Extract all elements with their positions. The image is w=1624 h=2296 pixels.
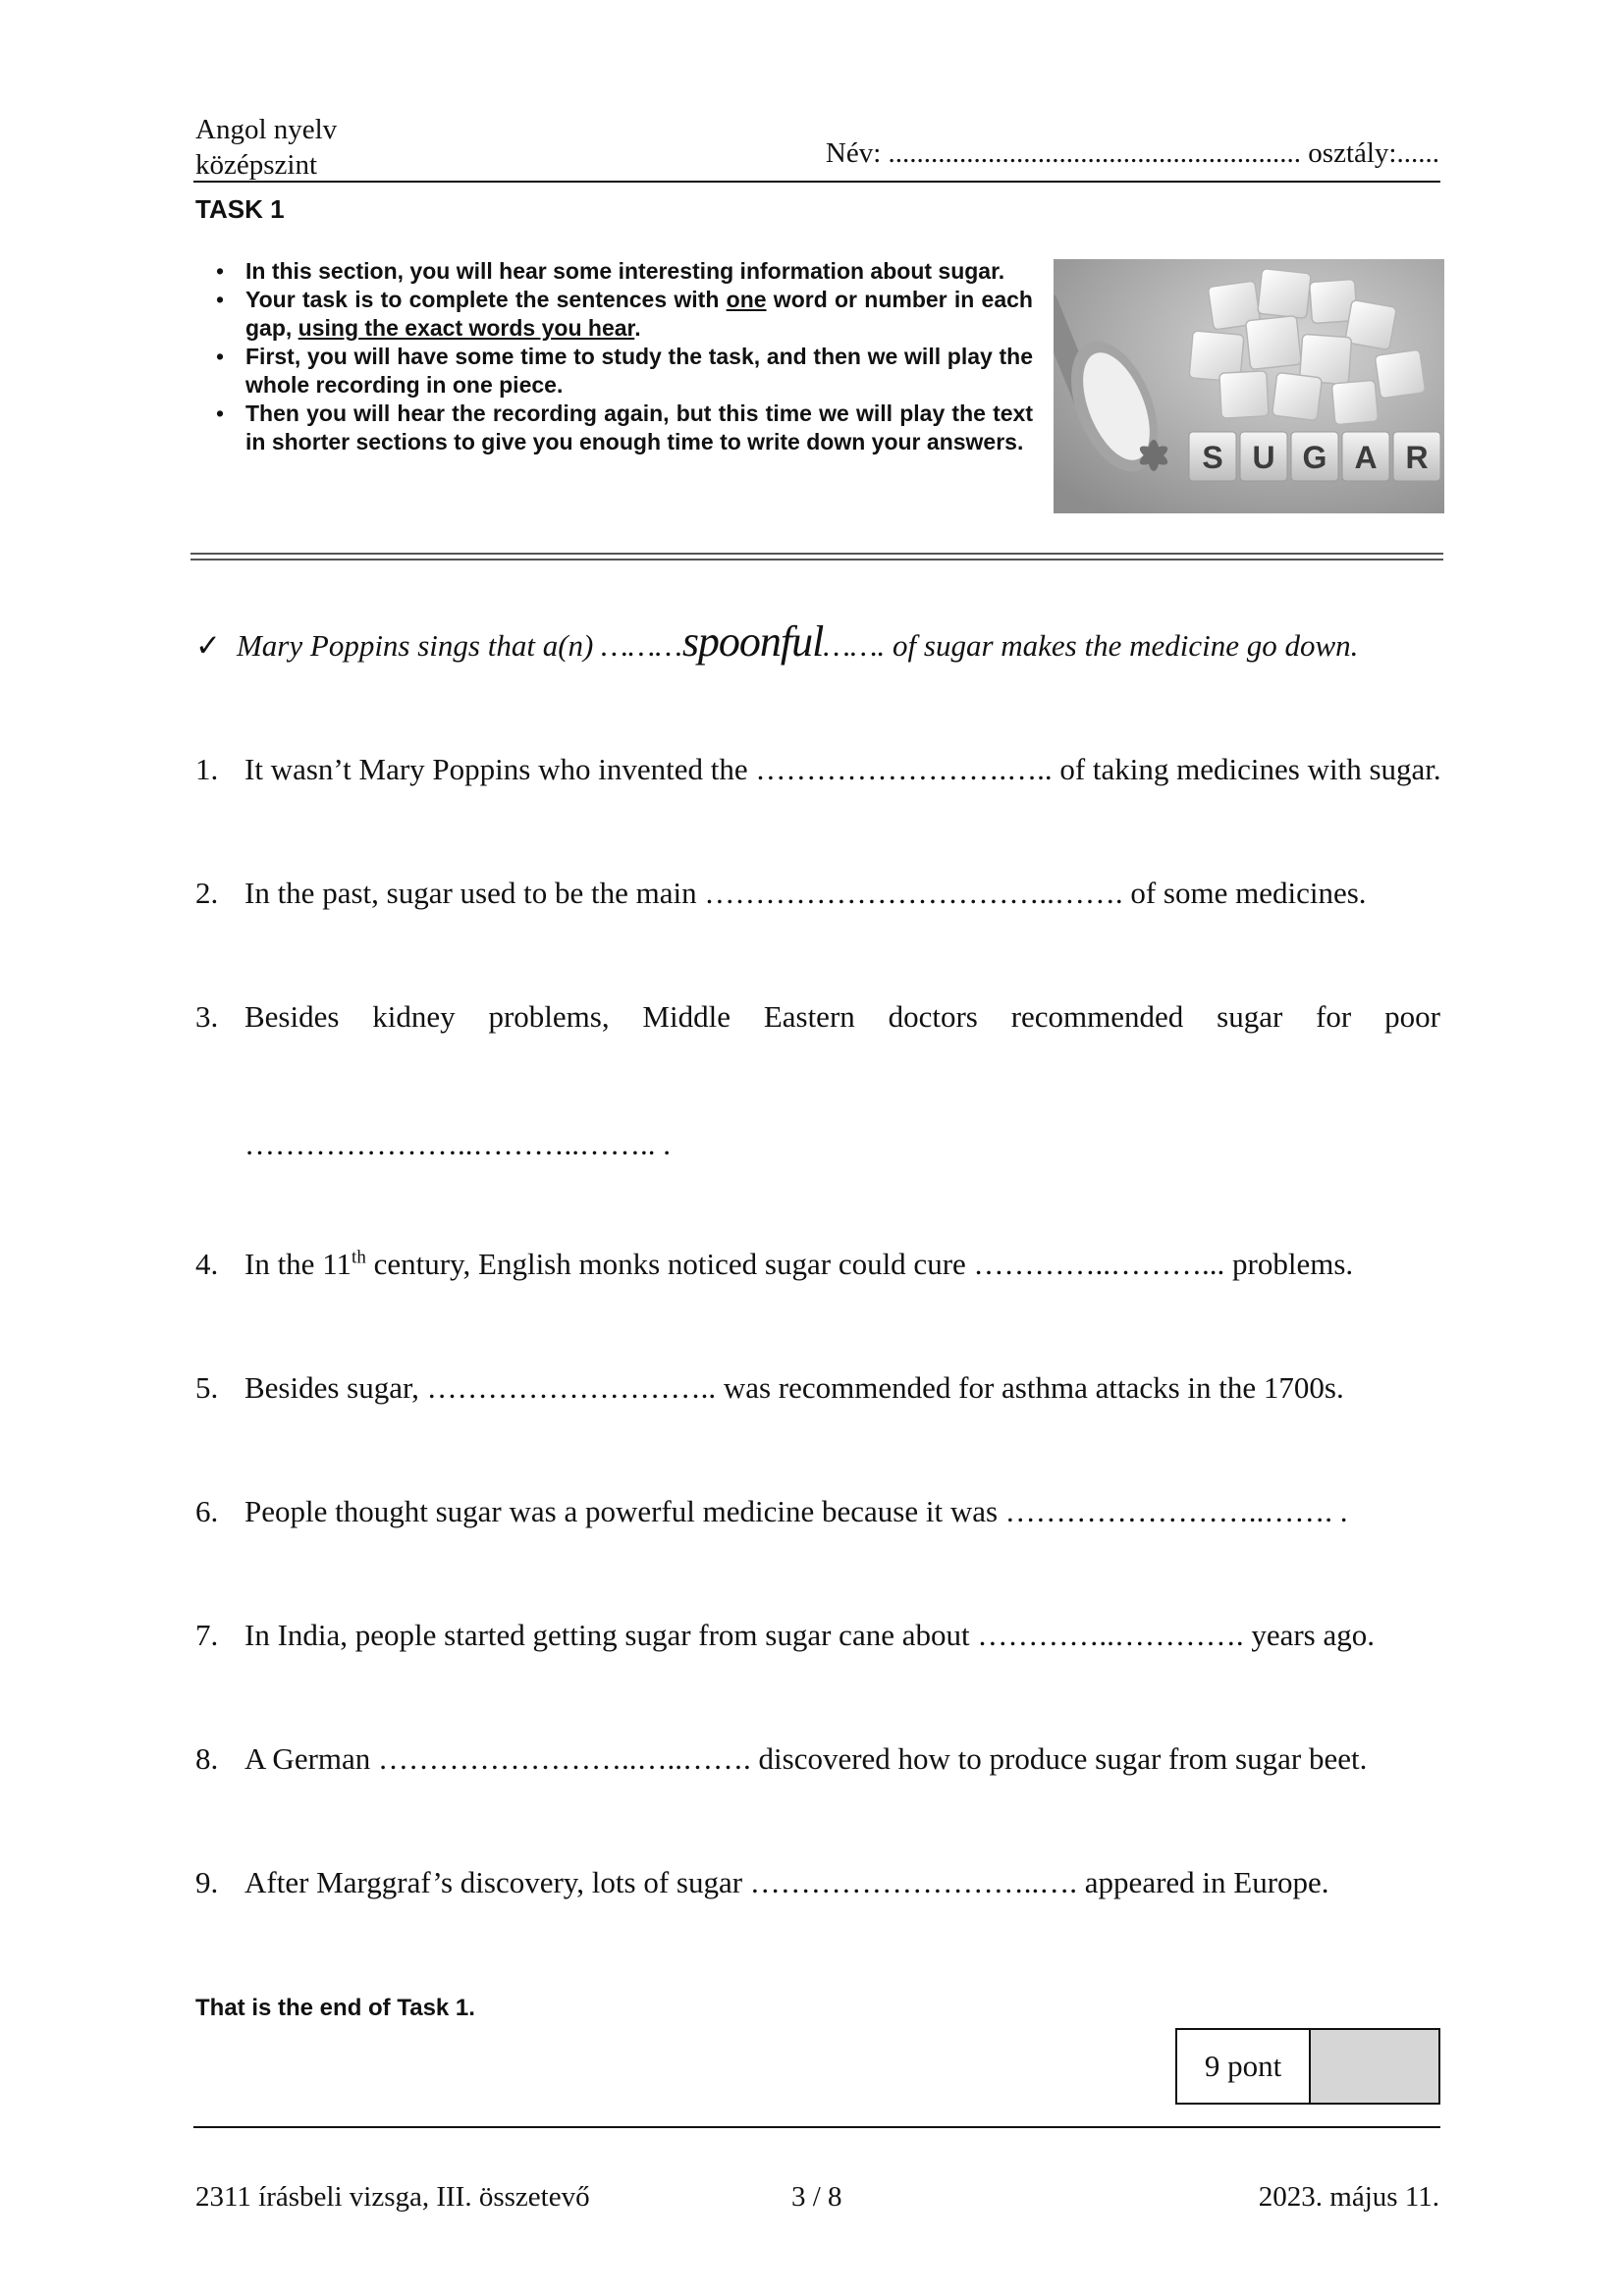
question-4[interactable]: 4. In the 11th century, English monks noticed sugar could cure …………..………... problems.: [195, 1247, 1354, 1281]
tile-letter: A: [1354, 440, 1378, 475]
score-box: [1175, 2028, 1440, 2105]
example-sentence: ✓ Mary Poppins sings that a(n) ………spoonful……. of sugar makes the medicine go down.: [195, 617, 1359, 666]
check-icon: ✓: [195, 628, 221, 663]
instruction-item: • Your task is to complete the sentences with one word or number in each gap, using the exact words you hear.: [216, 286, 1033, 343]
instruction-item: • First, you will have some time to study the task, and then we will play the whole recording in one piece.: [216, 343, 1033, 400]
section-divider: [190, 559, 1443, 561]
task-title: TASK 1: [195, 194, 285, 224]
sugar-letter-tiles: [1189, 432, 1440, 481]
subject-line-1: Angol nyelv: [195, 114, 338, 145]
question-7[interactable]: 7. In India, people started getting sugar from sugar cane about …………..…………. years ago.: [195, 1618, 1375, 1652]
question-2[interactable]: 2. In the past, sugar used to be the main ……………………………..……. of some medicines.: [195, 876, 1367, 910]
score-value-field[interactable]: [1311, 2030, 1438, 2103]
subject-line-2: középszint: [195, 149, 318, 181]
question-3[interactable]: 3. Besides kidney problems, Middle Eastern doctors recommended sugar for poor: [195, 999, 1440, 1034]
question-1[interactable]: 1. It wasn’t Mary Poppins who invented the …………………….….. of taking medicines with sugar.: [195, 752, 1441, 786]
footer-page-number: 3 / 8: [791, 2181, 842, 2213]
footer-date: 2023. május 11.: [1258, 2181, 1439, 2213]
question-6[interactable]: 6. People thought sugar was a powerful medicine because it was ……………………..……. .: [195, 1494, 1348, 1528]
section-divider: [190, 553, 1443, 555]
name-class-field[interactable]: Név: .......................................................... osztály:......: [825, 137, 1439, 169]
footer-rule: [193, 2126, 1440, 2128]
tile-letter: U: [1252, 440, 1275, 475]
subject-header: [195, 112, 337, 183]
sugar-photo: [1054, 259, 1444, 513]
instructions-list: [216, 257, 1033, 456]
end-of-task-text: That is the end of Task 1.: [195, 1995, 475, 2021]
example-answer: spoonful: [681, 617, 824, 666]
question-9[interactable]: 9. After Marggraf’s discovery, lots of sugar ………………………..…. appeared in Europe.: [195, 1865, 1329, 1899]
footer-exam-id: 2311 írásbeli vizsga, III. összetevő: [195, 2181, 590, 2213]
question-5[interactable]: 5. Besides sugar, ……………………….. was recommended for asthma attacks in the 1700s.: [195, 1370, 1344, 1405]
tile-letter: G: [1302, 440, 1327, 475]
tile-letter: S: [1202, 440, 1223, 475]
tile-letter: R: [1405, 440, 1429, 475]
question-3-gap[interactable]: …………………..………..…….. .: [244, 1127, 671, 1161]
header-rule: [193, 181, 1440, 183]
score-label: 9 pont: [1177, 2030, 1311, 2103]
question-8[interactable]: 8. A German ……………………..…..……. discovered how to produce sugar from sugar beet.: [195, 1741, 1368, 1776]
instruction-item: • In this section, you will hear some interesting information about sugar.: [216, 257, 1033, 286]
instruction-item: • Then you will hear the recording again, but this time we will play the text in shorter sections to give you enough time to write down your answers.: [216, 400, 1033, 456]
